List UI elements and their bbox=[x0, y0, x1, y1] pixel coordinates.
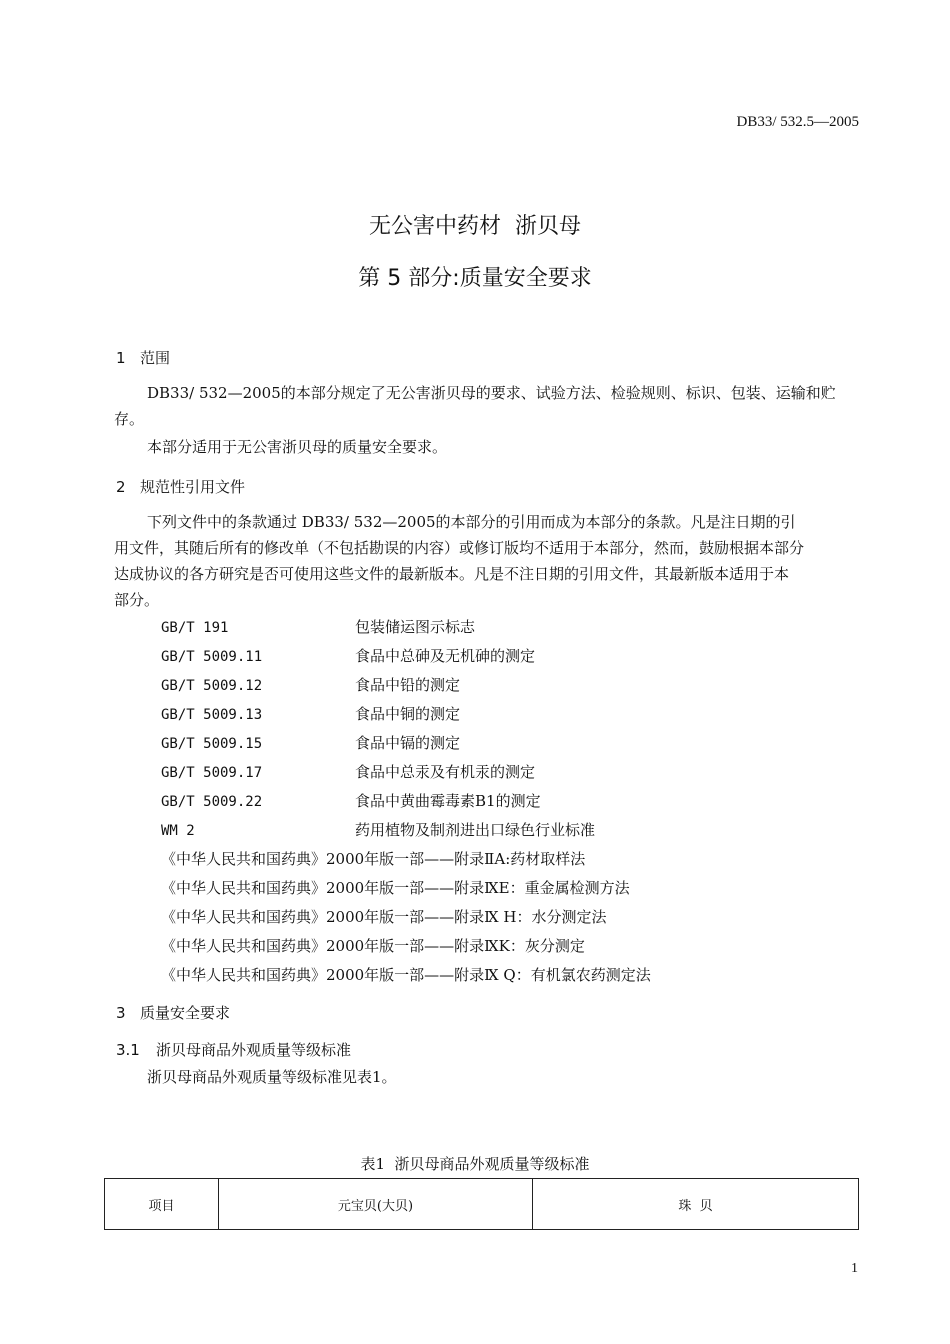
sub-title: 第 5 部分:质量安全要求 bbox=[358, 266, 592, 291]
reference-name: 食品中镉的测定 bbox=[355, 734, 461, 752]
section-1-paragraph-1 bbox=[114, 380, 859, 432]
pharmacopoeia-reference: 《中华人民共和国药典》2000年版一部——附录ⅨE：重金属检测方法 bbox=[161, 879, 630, 897]
table-header-row bbox=[105, 1179, 859, 1230]
pharmacopoeia-reference: 《中华人民共和国药典》2000年版一部——附录ⅨK：灰分测定 bbox=[161, 937, 585, 955]
paragraph-line: 本部分适用于无公害浙贝母的质量安全要求。 bbox=[147, 438, 448, 456]
reference-item bbox=[161, 761, 535, 782]
paragraph-line: 存。 bbox=[114, 410, 145, 428]
reference-name: 食品中黄曲霉毒素B1的测定 bbox=[355, 792, 541, 810]
reference-code: GB/T 191 bbox=[161, 620, 229, 636]
section-3-1-paragraph bbox=[114, 1064, 859, 1090]
reference-name: 食品中总汞及有机汞的测定 bbox=[355, 763, 536, 781]
reference-item bbox=[161, 790, 541, 811]
section-number: 3 bbox=[116, 1004, 126, 1022]
section-1-heading bbox=[116, 347, 170, 368]
reference-name: 食品中总砷及无机砷的测定 bbox=[355, 647, 536, 665]
reference-item bbox=[161, 703, 460, 724]
reference-code: WM 2 bbox=[161, 823, 195, 839]
reference-item bbox=[161, 616, 475, 637]
reference-code: GB/T 5009.22 bbox=[161, 794, 263, 810]
reference-code: GB/T 5009.17 bbox=[161, 765, 263, 781]
reference-item bbox=[161, 645, 535, 666]
paragraph-line: 浙贝母商品外观质量等级标准见表1。 bbox=[147, 1068, 397, 1086]
reference-item bbox=[161, 732, 460, 753]
reference-code: GB/T 5009.13 bbox=[161, 707, 263, 723]
section-number: 1 bbox=[116, 349, 126, 367]
document-number: DB33/ 532.5—2005 bbox=[736, 114, 859, 130]
section-number: 2 bbox=[116, 478, 126, 496]
reference-name: 包装储运图示标志 bbox=[355, 618, 476, 636]
page-number: 1 bbox=[851, 1261, 858, 1276]
reference-code: GB/T 5009.15 bbox=[161, 736, 263, 752]
subsection-number: 3.1 bbox=[116, 1041, 140, 1059]
paragraph-line: 部分。 bbox=[114, 591, 160, 609]
subsection-title: 浙贝母商品外观质量等级标准 bbox=[156, 1041, 352, 1059]
reference-code: GB/T 5009.11 bbox=[161, 649, 263, 665]
table-header-cell: 珠 贝 bbox=[533, 1179, 859, 1230]
section-1-paragraph-2 bbox=[114, 434, 859, 460]
section-2-paragraph bbox=[114, 509, 859, 613]
table-header-cell: 元宝贝(大贝) bbox=[219, 1179, 533, 1230]
reference-name: 食品中铜的测定 bbox=[355, 705, 461, 723]
table-header-cell: 项目 bbox=[105, 1179, 219, 1230]
table-caption: 表1 浙贝母商品外观质量等级标准 bbox=[360, 1155, 590, 1173]
section-title: 范围 bbox=[140, 349, 171, 367]
section-3-heading bbox=[116, 1002, 230, 1023]
paragraph-line: DB33/ 532—2005的本部分规定了无公害浙贝母的要求、试验方法、检验规则、标识、包装、运输和贮 bbox=[147, 384, 836, 402]
quality-grade-table bbox=[104, 1178, 859, 1230]
pharmacopoeia-reference: 《中华人民共和国药典》2000年版一部——附录ⅡA:药材取样法 bbox=[161, 850, 586, 868]
reference-item bbox=[161, 674, 460, 695]
pharmacopoeia-reference: 《中华人民共和国药典》2000年版一部——附录Ⅸ H：水分测定法 bbox=[161, 908, 607, 926]
paragraph-line: 下列文件中的条款通过 DB33/ 532—2005的本部分的引用而成为本部分的条款。凡是注日期的引 bbox=[147, 513, 796, 531]
section-title: 质量安全要求 bbox=[140, 1004, 231, 1022]
paragraph-line: 达成协议的各方研究是否可使用这些文件的最新版本。凡是不注日期的引用文件，其最新版本适用于本 bbox=[114, 565, 790, 583]
section-2-heading bbox=[116, 476, 245, 497]
reference-item bbox=[161, 819, 595, 840]
pharmacopoeia-reference: 《中华人民共和国药典》2000年版一部——附录Ⅸ Q：有机氯农药测定法 bbox=[161, 966, 651, 984]
reference-code: GB/T 5009.12 bbox=[161, 678, 263, 694]
section-3-1-heading bbox=[116, 1039, 351, 1060]
reference-name: 药用植物及制剂进出口绿色行业标准 bbox=[355, 821, 596, 839]
main-title: 无公害中药材 浙贝母 bbox=[369, 214, 581, 239]
paragraph-line: 用文件，其随后所有的修改单（不包括勘误的内容）或修订版均不适用于本部分，然而，鼓励根据本部分 bbox=[114, 539, 805, 557]
reference-name: 食品中铅的测定 bbox=[355, 676, 461, 694]
section-title: 规范性引用文件 bbox=[140, 478, 246, 496]
